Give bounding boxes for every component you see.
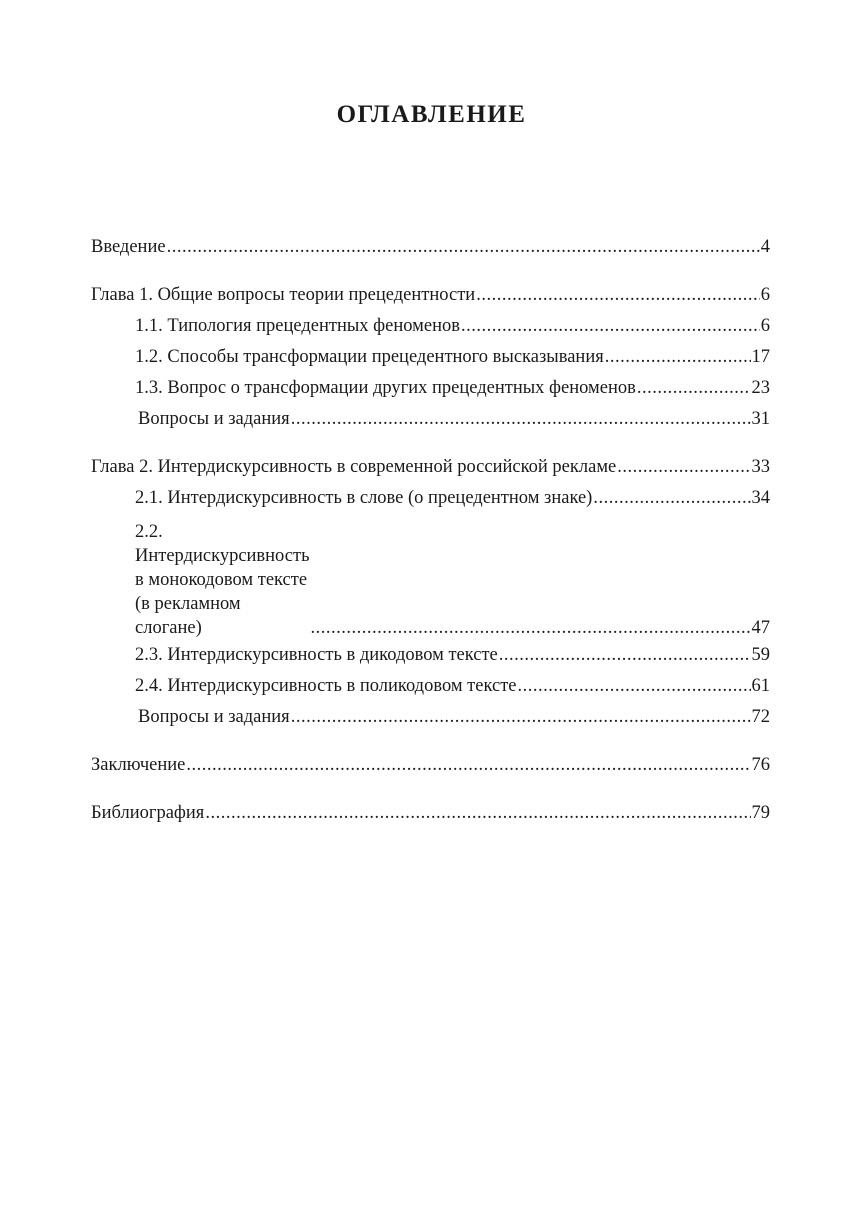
- toc-leader-dots: [605, 342, 751, 373]
- toc-entry-label: Вопросы и задания: [138, 707, 290, 727]
- toc-entry-section-1-3[interactable]: [91, 373, 770, 404]
- toc-entry-label: 2.4. Интердискурсивность в поликодовом тексте: [135, 676, 517, 696]
- toc-leader-dots: [499, 640, 751, 671]
- toc-entry-section-1-2[interactable]: [91, 342, 770, 373]
- page-title: ОГЛАВЛЕНИЕ: [336, 101, 527, 128]
- toc-entry-page: 4: [760, 237, 770, 257]
- toc-entry-label: Заключение: [91, 755, 186, 775]
- toc-entry-page: 17: [751, 347, 770, 367]
- toc-entry-label: Введение: [91, 237, 166, 257]
- toc-leader-dots: [291, 702, 751, 733]
- toc-entry-conclusion[interactable]: [91, 750, 770, 781]
- toc-entry-label: 2.1. Интердискурсивность в слове (о прецедентном знаке): [135, 488, 593, 508]
- toc-entry-chapter-2[interactable]: [91, 452, 770, 483]
- toc-leader-dots: [593, 483, 750, 514]
- toc-leader-dots: [167, 232, 760, 263]
- toc-entry-chapter-1[interactable]: [91, 280, 770, 311]
- toc-entry-questions-1[interactable]: [91, 404, 770, 435]
- toc-entry-bibliography[interactable]: [91, 798, 770, 829]
- toc-entry-page: 6: [760, 285, 770, 305]
- toc-entry-questions-2[interactable]: [91, 702, 770, 733]
- toc-entry-label: 2.2. Интердискурсивность в монокодовом тексте (в рекламном слогане): [135, 522, 310, 638]
- toc-entry-page: 61: [751, 676, 770, 696]
- toc-leader-dots: [205, 798, 750, 829]
- toc-entry-page: 23: [751, 378, 770, 398]
- toc-entry-page: 76: [751, 755, 770, 775]
- toc-leader-dots: [291, 404, 751, 435]
- toc-entry-label: 1.3. Вопрос о трансформации других прецедентных феноменов: [135, 378, 636, 398]
- toc-entry-label: 2.3. Интердискурсивность в дикодовом тексте: [135, 645, 498, 665]
- toc-leader-dots: [311, 616, 751, 640]
- toc-entry-page: 59: [751, 645, 770, 665]
- toc-entry-section-2-3[interactable]: [91, 640, 770, 671]
- toc-entry-label: 1.1. Типология прецедентных феноменов: [135, 316, 460, 336]
- toc-entry-page: 31: [751, 409, 770, 429]
- toc-entry-page: 33: [751, 457, 770, 477]
- toc-entry-label: Вопросы и задания: [138, 409, 290, 429]
- toc-entry-introduction[interactable]: [91, 232, 770, 263]
- toc-leader-dots: [518, 671, 751, 702]
- toc-entry-page: 47: [751, 618, 770, 638]
- toc-entry-section-2-1[interactable]: [91, 483, 770, 514]
- toc-entry-section-2-2[interactable]: [91, 514, 770, 640]
- toc-entry-page: 79: [751, 803, 770, 823]
- toc-entry-section-2-4[interactable]: [91, 671, 770, 702]
- table-of-contents: [91, 232, 770, 829]
- toc-entry-page: 6: [760, 316, 770, 336]
- toc-entry-section-1-1[interactable]: [91, 311, 770, 342]
- toc-leader-dots: [637, 373, 751, 404]
- toc-leader-dots: [461, 311, 760, 342]
- toc-entry-label: 1.2. Способы трансформации прецедентного высказывания: [135, 347, 604, 367]
- toc-entry-label: Глава 1. Общие вопросы теории прецедентности: [91, 285, 476, 305]
- toc-entry-page: 34: [751, 488, 770, 508]
- toc-entry-label: Глава 2. Интердискурсивность в современной российской рекламе: [91, 457, 617, 477]
- toc-leader-dots: [617, 452, 750, 483]
- toc-entry-label: Библиография: [91, 803, 205, 823]
- toc-entry-page: 72: [751, 707, 770, 727]
- toc-leader-dots: [186, 750, 750, 781]
- toc-leader-dots: [476, 280, 760, 311]
